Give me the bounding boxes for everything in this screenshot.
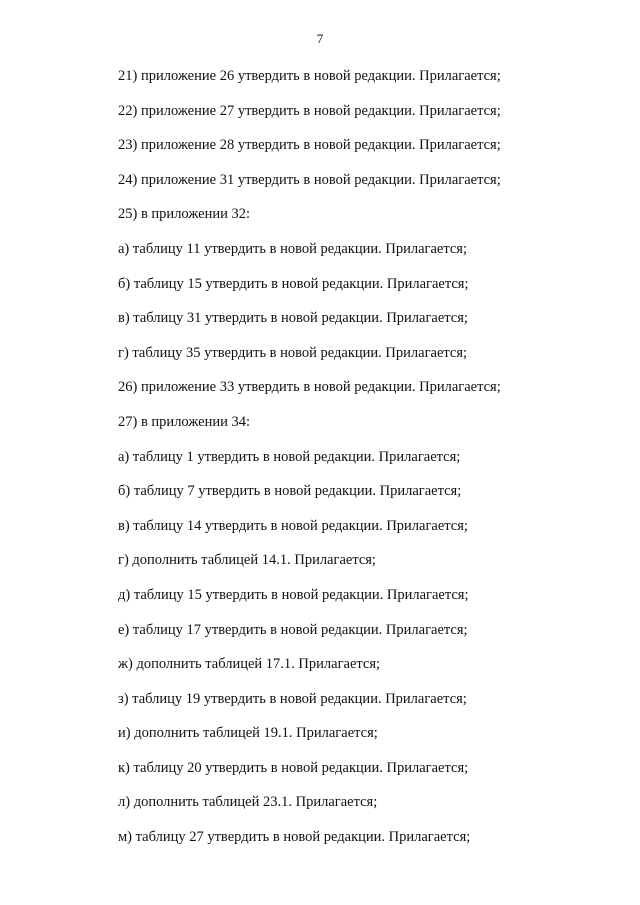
list-item: и) дополнить таблицей 19.1. Прилагается; — [118, 725, 378, 742]
list-item: м) таблицу 27 утвердить в новой редакции. Прилагается; — [118, 829, 471, 846]
list-item: 21) приложение 26 утвердить в новой редакции. Прилагается; — [118, 68, 501, 84]
list-item: 23) приложение 28 утвердить в новой редакции. Прилагается; — [118, 137, 501, 154]
list-item: г) дополнить таблицей 14.1. Прилагается; — [118, 552, 376, 569]
list-item: б) таблицу 15 утвердить в новой редакции. Прилагается; — [118, 275, 469, 292]
list-item: к) таблицу 20 утвердить в новой редакции. Прилагается; — [118, 759, 469, 776]
list-item: 24) приложение 31 утвердить в новой редакции. Прилагается; — [118, 171, 501, 188]
list-item: г) таблицу 35 утвердить в новой редакции. Прилагается; — [118, 344, 468, 361]
list-item: в) таблицу 14 утвердить в новой редакции. Прилагается; — [118, 517, 468, 534]
list-item: з) таблицу 19 утвердить в новой редакции. Прилагается; — [118, 690, 467, 707]
list-item: е) таблицу 17 утвердить в новой редакции. Прилагается; — [118, 621, 468, 638]
list-item: в) таблицу 31 утвердить в новой редакции. Прилагается; — [118, 310, 468, 327]
page-number: 7 — [316, 31, 324, 46]
list-item: б) таблицу 7 утвердить в новой редакции. Прилагается; — [118, 483, 462, 500]
list-item: л) дополнить таблицей 23.1. Прилагается; — [118, 794, 378, 811]
list-item: 26) приложение 33 утвердить в новой редакции. Прилагается; — [118, 379, 501, 396]
list-item: 27) в приложении 34: — [118, 413, 251, 430]
list-item: д) таблицу 15 утвердить в новой редакции. Прилагается; — [118, 586, 469, 603]
document-body — [118, 68, 501, 864]
list-item: а) таблицу 11 утвердить в новой редакции. Прилагается; — [118, 240, 467, 257]
list-item: ж) дополнить таблицей 17.1. Прилагается; — [118, 656, 381, 673]
list-item: а) таблицу 1 утвердить в новой редакции. Прилагается; — [118, 448, 461, 465]
list-item: 22) приложение 27 утвердить в новой редакции. Прилагается; — [118, 102, 501, 119]
list-item: 25) в приложении 32: — [118, 206, 251, 223]
